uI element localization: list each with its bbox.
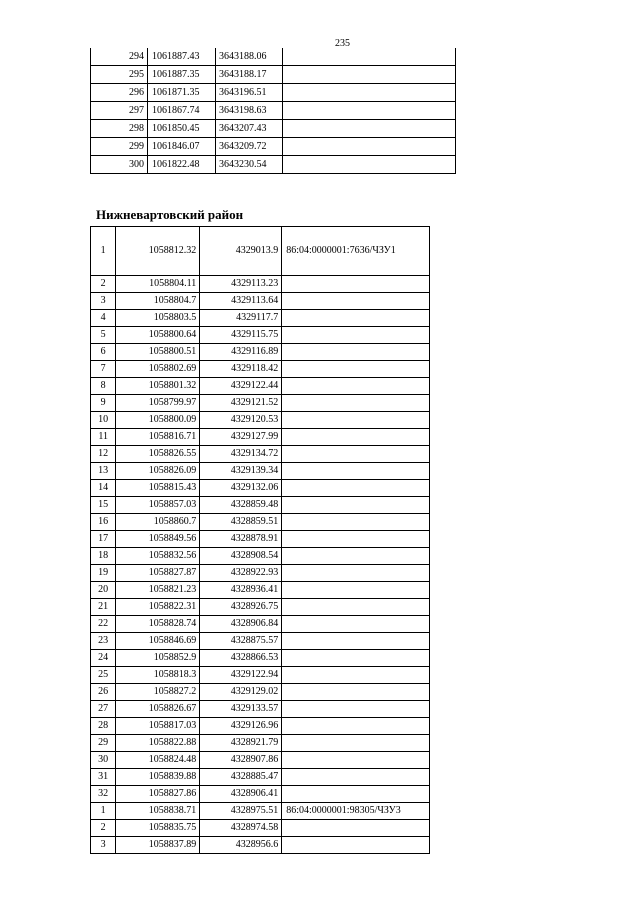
cadastral-number-cell [282, 514, 430, 531]
cadastral-number-cell [282, 361, 430, 378]
table-row [91, 548, 430, 565]
table-row [91, 820, 430, 837]
point-number-cell: 29 [91, 735, 116, 752]
y-coordinate-cell: 4329116.89 [200, 344, 282, 361]
cadastral-number-cell [282, 786, 430, 803]
main-coordinates-table [90, 226, 430, 854]
y-coordinate-cell: 4328906.84 [200, 616, 282, 633]
table-row [91, 446, 430, 463]
y-coordinate-cell: 3643198.63 [216, 102, 283, 120]
point-number-cell: 17 [91, 531, 116, 548]
point-number-cell: 21 [91, 599, 116, 616]
x-coordinate-cell: 1058857.03 [116, 497, 200, 514]
y-coordinate-cell: 4329121.52 [200, 395, 282, 412]
point-number-cell: 15 [91, 497, 116, 514]
table-row [91, 344, 430, 361]
y-coordinate-cell: 4329113.64 [200, 293, 282, 310]
section-title: Нижневартовский район [96, 207, 244, 222]
cadastral-number-cell [282, 480, 430, 497]
table-row [91, 684, 430, 701]
x-coordinate-cell: 1061867.74 [148, 102, 216, 120]
cadastral-number-cell [283, 102, 456, 120]
y-coordinate-cell: 4328926.75 [200, 599, 282, 616]
point-number-cell: 4 [91, 310, 116, 327]
table-row [91, 84, 456, 102]
y-coordinate-cell: 4329115.75 [200, 327, 282, 344]
cadastral-number-cell [282, 548, 430, 565]
y-coordinate-cell: 4329122.94 [200, 667, 282, 684]
page-number: 235 [335, 38, 350, 49]
table-row [91, 48, 456, 66]
x-coordinate-cell: 1061887.43 [148, 48, 216, 66]
cadastral-number-cell [282, 735, 430, 752]
cadastral-number-cell [282, 344, 430, 361]
table-row [91, 480, 430, 497]
table-row [91, 66, 456, 84]
x-coordinate-cell: 1058818.3 [116, 667, 200, 684]
cadastral-number-cell [282, 820, 430, 837]
cadastral-number-cell [282, 684, 430, 701]
y-coordinate-cell: 3643207.43 [216, 120, 283, 138]
y-coordinate-cell: 4329132.06 [200, 480, 282, 497]
point-number-cell: 9 [91, 395, 116, 412]
x-coordinate-cell: 1058837.89 [116, 837, 200, 854]
x-coordinate-cell: 1058800.64 [116, 327, 200, 344]
x-coordinate-cell: 1058800.09 [116, 412, 200, 429]
x-coordinate-cell: 1058846.69 [116, 633, 200, 650]
cadastral-number-cell [282, 616, 430, 633]
y-coordinate-cell: 4329120.53 [200, 412, 282, 429]
y-coordinate-cell: 3643209.72 [216, 138, 283, 156]
x-coordinate-cell: 1058839.88 [116, 769, 200, 786]
x-coordinate-cell: 1058802.69 [116, 361, 200, 378]
point-number-cell: 20 [91, 582, 116, 599]
x-coordinate-cell: 1058826.55 [116, 446, 200, 463]
point-number-cell: 32 [91, 786, 116, 803]
cadastral-number-cell [282, 837, 430, 854]
y-coordinate-cell: 4328885.47 [200, 769, 282, 786]
point-number-cell: 300 [91, 156, 148, 174]
point-number-cell: 297 [91, 102, 148, 120]
point-number-cell: 30 [91, 752, 116, 769]
point-number-cell: 14 [91, 480, 116, 497]
cadastral-number-cell [282, 718, 430, 735]
cadastral-number-cell [282, 412, 430, 429]
x-coordinate-cell: 1058804.7 [116, 293, 200, 310]
x-coordinate-cell: 1058821.23 [116, 582, 200, 599]
cadastral-number-cell [283, 48, 456, 66]
table-row [91, 361, 430, 378]
table-row [91, 497, 430, 514]
point-number-cell: 18 [91, 548, 116, 565]
point-number-cell: 22 [91, 616, 116, 633]
point-number-cell: 10 [91, 412, 116, 429]
y-coordinate-cell: 4328859.48 [200, 497, 282, 514]
x-coordinate-cell: 1058824.48 [116, 752, 200, 769]
x-coordinate-cell: 1058852.9 [116, 650, 200, 667]
cadastral-number-cell: 86:04:0000001:7636/ЧЗУ1 [282, 227, 430, 276]
y-coordinate-cell: 4328878.91 [200, 531, 282, 548]
x-coordinate-cell: 1058832.56 [116, 548, 200, 565]
x-coordinate-cell: 1058826.67 [116, 701, 200, 718]
table-row [91, 837, 430, 854]
table-row [91, 565, 430, 582]
y-coordinate-cell: 4328908.54 [200, 548, 282, 565]
x-coordinate-cell: 1058828.74 [116, 616, 200, 633]
table-row [91, 769, 430, 786]
cadastral-number-cell [282, 327, 430, 344]
cadastral-number-cell [282, 531, 430, 548]
point-number-cell: 26 [91, 684, 116, 701]
cadastral-number-cell [282, 310, 430, 327]
point-number-cell: 23 [91, 633, 116, 650]
y-coordinate-cell: 3643188.06 [216, 48, 283, 66]
x-coordinate-cell: 1058827.2 [116, 684, 200, 701]
point-number-cell: 1 [91, 803, 116, 820]
table-row [91, 412, 430, 429]
y-coordinate-cell: 4328956.6 [200, 837, 282, 854]
point-number-cell: 3 [91, 837, 116, 854]
y-coordinate-cell: 4328921.79 [200, 735, 282, 752]
cadastral-number-cell [283, 120, 456, 138]
point-number-cell: 12 [91, 446, 116, 463]
point-number-cell: 1 [91, 227, 116, 276]
table-row [91, 531, 430, 548]
point-number-cell: 2 [91, 276, 116, 293]
point-number-cell: 296 [91, 84, 148, 102]
y-coordinate-cell: 4328866.53 [200, 650, 282, 667]
y-coordinate-cell: 4329139.34 [200, 463, 282, 480]
table-row [91, 120, 456, 138]
table-row [91, 227, 430, 276]
cadastral-number-cell [283, 66, 456, 84]
y-coordinate-cell: 4329127.99 [200, 429, 282, 446]
point-number-cell: 299 [91, 138, 148, 156]
y-coordinate-cell: 4329129.02 [200, 684, 282, 701]
x-coordinate-cell: 1058801.32 [116, 378, 200, 395]
y-coordinate-cell: 4329122.44 [200, 378, 282, 395]
point-number-cell: 24 [91, 650, 116, 667]
table-row [91, 616, 430, 633]
point-number-cell: 27 [91, 701, 116, 718]
y-coordinate-cell: 4329134.72 [200, 446, 282, 463]
cadastral-number-cell [282, 599, 430, 616]
table-row [91, 395, 430, 412]
cadastral-number-cell [282, 378, 430, 395]
point-number-cell: 294 [91, 48, 148, 66]
y-coordinate-cell: 4329133.57 [200, 701, 282, 718]
x-coordinate-cell: 1058849.56 [116, 531, 200, 548]
x-coordinate-cell: 1058817.03 [116, 718, 200, 735]
cadastral-number-cell [282, 701, 430, 718]
x-coordinate-cell: 1058803.5 [116, 310, 200, 327]
y-coordinate-cell: 4328875.57 [200, 633, 282, 650]
table-row [91, 803, 430, 820]
y-coordinate-cell: 4328906.41 [200, 786, 282, 803]
x-coordinate-cell: 1058822.31 [116, 599, 200, 616]
point-number-cell: 2 [91, 820, 116, 837]
table-row [91, 701, 430, 718]
table-row [91, 429, 430, 446]
x-coordinate-cell: 1058860.7 [116, 514, 200, 531]
cadastral-number-cell [282, 667, 430, 684]
x-coordinate-cell: 1058815.43 [116, 480, 200, 497]
table-row [91, 599, 430, 616]
x-coordinate-cell: 1058816.71 [116, 429, 200, 446]
table-row [91, 582, 430, 599]
x-coordinate-cell: 1058827.86 [116, 786, 200, 803]
y-coordinate-cell: 4328975.51 [200, 803, 282, 820]
x-coordinate-cell: 1058800.51 [116, 344, 200, 361]
point-number-cell: 6 [91, 344, 116, 361]
table-row [91, 293, 430, 310]
table-row [91, 276, 430, 293]
x-coordinate-cell: 1058835.75 [116, 820, 200, 837]
cadastral-number-cell [282, 293, 430, 310]
x-coordinate-cell: 1061846.07 [148, 138, 216, 156]
cadastral-number-cell [282, 582, 430, 599]
cadastral-number-cell [283, 156, 456, 174]
cadastral-number-cell [282, 429, 430, 446]
table-row [91, 633, 430, 650]
table-row [91, 735, 430, 752]
table-row [91, 514, 430, 531]
table-row [91, 156, 456, 174]
cadastral-number-cell [282, 650, 430, 667]
x-coordinate-cell: 1058812.32 [116, 227, 200, 276]
cadastral-number-cell [282, 446, 430, 463]
point-number-cell: 3 [91, 293, 116, 310]
table-row [91, 650, 430, 667]
cadastral-number-cell [282, 633, 430, 650]
cadastral-number-cell [282, 497, 430, 514]
table-row [91, 102, 456, 120]
cadastral-number-cell [283, 84, 456, 102]
table-row [91, 378, 430, 395]
x-coordinate-cell: 1061850.45 [148, 120, 216, 138]
x-coordinate-cell: 1058804.11 [116, 276, 200, 293]
y-coordinate-cell: 4329126.96 [200, 718, 282, 735]
y-coordinate-cell: 4328936.41 [200, 582, 282, 599]
cadastral-number-cell [283, 138, 456, 156]
y-coordinate-cell: 3643188.17 [216, 66, 283, 84]
point-number-cell: 28 [91, 718, 116, 735]
cadastral-number-cell: 86:04:0000001:98305/ЧЗУ3 [282, 803, 430, 820]
point-number-cell: 31 [91, 769, 116, 786]
point-number-cell: 16 [91, 514, 116, 531]
x-coordinate-cell: 1061887.35 [148, 66, 216, 84]
y-coordinate-cell: 3643230.54 [216, 156, 283, 174]
y-coordinate-cell: 4329013.9 [200, 227, 282, 276]
table-row [91, 667, 430, 684]
cadastral-number-cell [282, 752, 430, 769]
y-coordinate-cell: 4329117.7 [200, 310, 282, 327]
table-row [91, 327, 430, 344]
cadastral-number-cell [282, 769, 430, 786]
point-number-cell: 295 [91, 66, 148, 84]
table-row [91, 752, 430, 769]
y-coordinate-cell: 4328859.51 [200, 514, 282, 531]
cadastral-number-cell [282, 276, 430, 293]
point-number-cell: 11 [91, 429, 116, 446]
x-coordinate-cell: 1058826.09 [116, 463, 200, 480]
y-coordinate-cell: 4328974.58 [200, 820, 282, 837]
table-row [91, 463, 430, 480]
point-number-cell: 13 [91, 463, 116, 480]
table-row [91, 138, 456, 156]
point-number-cell: 5 [91, 327, 116, 344]
x-coordinate-cell: 1058822.88 [116, 735, 200, 752]
y-coordinate-cell: 3643196.51 [216, 84, 283, 102]
point-number-cell: 298 [91, 120, 148, 138]
x-coordinate-cell: 1058838.71 [116, 803, 200, 820]
x-coordinate-cell: 1061822.48 [148, 156, 216, 174]
table-row [91, 786, 430, 803]
point-number-cell: 25 [91, 667, 116, 684]
point-number-cell: 7 [91, 361, 116, 378]
x-coordinate-cell: 1058827.87 [116, 565, 200, 582]
table-row [91, 310, 430, 327]
cadastral-number-cell [282, 395, 430, 412]
x-coordinate-cell: 1061871.35 [148, 84, 216, 102]
y-coordinate-cell: 4328907.86 [200, 752, 282, 769]
point-number-cell: 8 [91, 378, 116, 395]
cadastral-number-cell [282, 463, 430, 480]
y-coordinate-cell: 4329118.42 [200, 361, 282, 378]
x-coordinate-cell: 1058799.97 [116, 395, 200, 412]
point-number-cell: 19 [91, 565, 116, 582]
y-coordinate-cell: 4328922.93 [200, 565, 282, 582]
cadastral-number-cell [282, 565, 430, 582]
top-coordinates-table [90, 48, 456, 174]
table-row [91, 718, 430, 735]
y-coordinate-cell: 4329113.23 [200, 276, 282, 293]
